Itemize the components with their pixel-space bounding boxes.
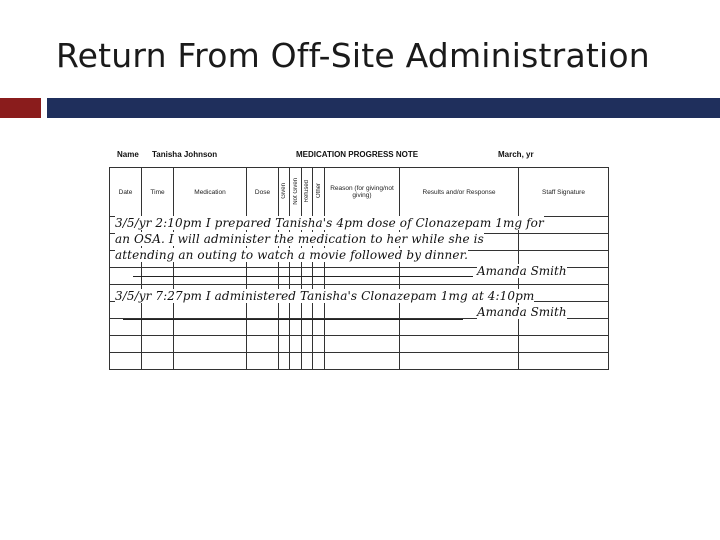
- accent-bar-left: [0, 98, 41, 118]
- col-refused-label: Refused: [304, 179, 310, 203]
- col-refused: [302, 168, 313, 217]
- table-header-row: [110, 168, 609, 217]
- col-other: [313, 168, 325, 217]
- name-value: Tanisha Johnson: [152, 150, 218, 159]
- note2-signature: Amanda Smith: [477, 305, 567, 319]
- form-title: MEDICATION PROGRESS NOTE: [296, 150, 419, 159]
- col-date: Date: [110, 168, 142, 217]
- table-row: [110, 319, 609, 336]
- col-given: [279, 168, 290, 217]
- table-row: [110, 336, 609, 353]
- signature-line-2: [123, 319, 463, 320]
- note2-line1: 3/5/yr 7:27pm I administered Tanisha's Clonazepam 1mg at 4:10pm: [115, 289, 535, 303]
- col-not-given: [290, 168, 302, 217]
- note1-line1: 3/5/yr 2:10pm I prepared Tanisha's 4pm dose of Clonazepam 1mg for: [115, 216, 544, 230]
- accent-bar-right: [47, 98, 720, 118]
- note1-line2: an OSA. I will administer the medication to her while she is: [115, 232, 484, 246]
- note1-line3: attending an outing to watch a movie followed by dinner.: [115, 248, 469, 262]
- col-other-label: Other: [315, 183, 322, 199]
- slide-title: Return From Off-Site Administration: [56, 36, 650, 75]
- col-results: Results and/or Response: [400, 168, 519, 217]
- col-medication: Medication: [174, 168, 247, 217]
- col-reason: Reason (for giving/not giving): [325, 168, 400, 217]
- col-given-label: Given: [281, 183, 287, 199]
- col-not-given-label: Not Given: [292, 177, 299, 205]
- table-row: [110, 353, 609, 370]
- col-signature: Staff Signature: [519, 168, 609, 217]
- col-dose: Dose: [247, 168, 279, 217]
- medication-progress-note-form: [109, 147, 609, 367]
- col-time: Time: [142, 168, 174, 217]
- month-label: March, yr: [498, 150, 534, 159]
- signature-line-1: [133, 276, 473, 277]
- name-label: Name: [117, 150, 139, 159]
- note1-signature: Amanda Smith: [477, 264, 567, 278]
